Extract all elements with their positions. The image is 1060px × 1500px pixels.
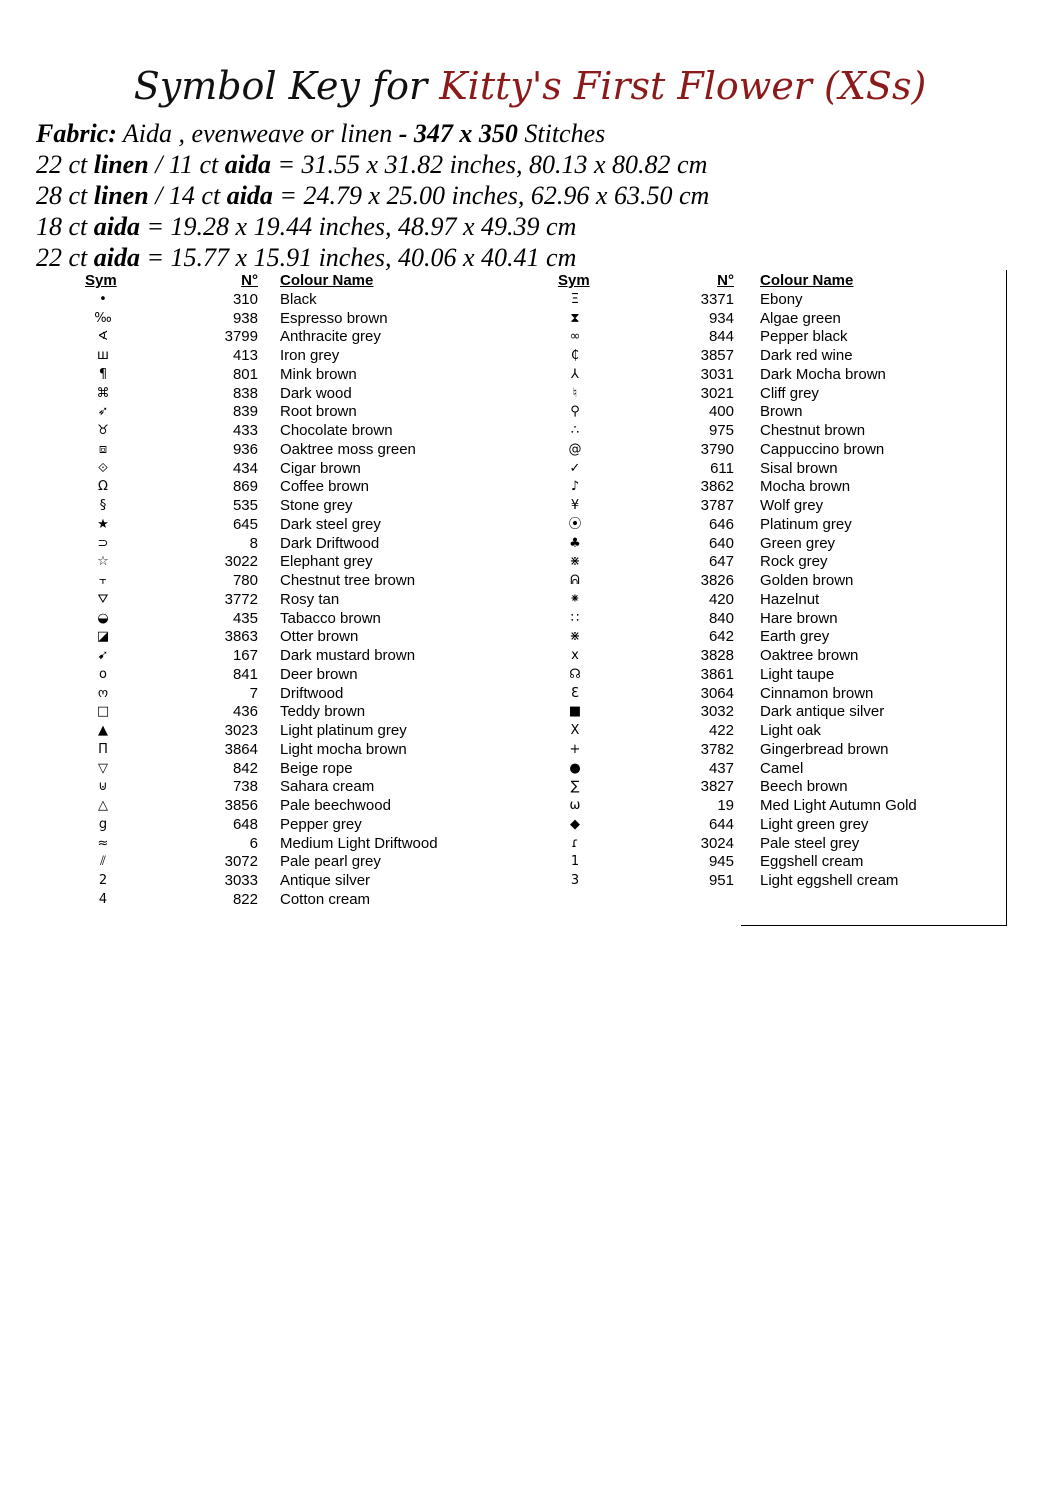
count-text: / 14 ct <box>148 181 227 210</box>
colour-name-cell: Dark wood <box>280 384 352 402</box>
number-cell: 642 <box>708 628 734 646</box>
colour-name-cell: Rosy tan <box>280 590 340 608</box>
table-row <box>0 890 1060 909</box>
number-cell: 3799 <box>224 328 258 346</box>
symbol-cell: ● <box>569 760 581 776</box>
number-cell: 3032 <box>700 703 734 721</box>
table-row <box>0 346 1060 365</box>
table-border-right <box>1006 270 1007 926</box>
symbol-cell: 1 <box>570 854 580 870</box>
table-border-bottom <box>741 925 1007 926</box>
colour-name-cell: Pepper grey <box>280 815 362 833</box>
colour-name-cell: Sisal brown <box>760 459 838 477</box>
table-row <box>0 384 1060 403</box>
colour-name-cell: Cliff grey <box>760 384 819 402</box>
colour-name-cell: Ebony <box>760 290 803 308</box>
header-sym-left: Sym <box>85 272 117 289</box>
colour-name-cell: Mink brown <box>280 365 357 383</box>
number-cell: 842 <box>232 759 258 777</box>
symbol-cell: ⫽ <box>100 854 106 870</box>
number-cell: 3826 <box>700 572 734 589</box>
table-row <box>0 852 1060 871</box>
symbol-cell: ♣ <box>569 535 581 551</box>
colour-name-cell: Dark antique silver <box>760 703 885 721</box>
colour-name-cell: Coffee brown <box>280 478 369 496</box>
number-cell: 434 <box>232 459 258 477</box>
count-text: 22 ct <box>36 243 94 272</box>
symbol-cell: ¥ <box>570 498 580 513</box>
colour-name-cell: Pale steel grey <box>760 834 860 852</box>
symbol-cell: o <box>99 666 107 682</box>
symbol-cell: ш <box>97 348 109 363</box>
table-row <box>0 440 1060 459</box>
colour-name-cell: Elephant grey <box>280 553 373 571</box>
number-cell: 3828 <box>700 647 734 664</box>
symbol-cell: ⫟ <box>99 573 107 588</box>
count-text: 28 ct <box>36 181 94 210</box>
colour-name-cell: Medium Light Driftwood <box>280 834 438 852</box>
count-text: 22 ct <box>36 150 94 179</box>
symbol-cell: + <box>569 741 581 757</box>
symbol-cell: ∞ <box>569 329 581 345</box>
colour-name-cell: Root brown <box>280 403 357 421</box>
number-cell: 611 <box>710 459 734 477</box>
number-cell: 938 <box>232 309 258 327</box>
number-cell: 3072 <box>224 853 258 871</box>
colour-name-cell: Light mocha brown <box>280 740 407 758</box>
size-line-22ct-aida <box>36 242 576 273</box>
number-cell: 934 <box>708 309 734 327</box>
size-line-22ct-linen <box>36 149 707 180</box>
symbol-cell: Ⅹ <box>570 723 580 738</box>
colour-name-cell: Tabacco brown <box>280 609 381 627</box>
fabric-label: Fabric: <box>36 119 117 148</box>
symbol-cell: ⌘ <box>96 385 110 401</box>
title-prefix: Symbol Key for <box>133 64 428 108</box>
symbol-cell: ⚲ <box>570 404 580 420</box>
number-cell: 975 <box>708 422 734 439</box>
number-cell: 3772 <box>224 590 258 608</box>
colour-name-cell: Cinnamon brown <box>760 684 874 702</box>
table-row <box>0 740 1060 759</box>
colour-name-cell: Dark steel grey <box>280 515 381 533</box>
symbol-cell: ▲ <box>98 723 108 738</box>
header-name-right: Colour Name <box>760 272 854 289</box>
symbol-cell: ⋇ <box>569 554 581 570</box>
fabric-dash: - <box>398 119 414 148</box>
symbol-cell: ∑ <box>570 779 580 795</box>
colour-name-cell: Espresso brown <box>280 309 388 327</box>
size-line-18ct-aida <box>36 211 576 242</box>
colour-name-cell: Gingerbread brown <box>760 740 889 758</box>
header-sym-right: Sym <box>558 272 590 289</box>
table-row <box>0 421 1060 440</box>
symbol-cell: ¶ <box>98 366 108 382</box>
symbol-cell: ₵ <box>570 348 580 363</box>
colour-name-cell: Wolf grey <box>760 497 824 514</box>
number-cell: 435 <box>232 609 258 627</box>
symbol-cell: ☊ <box>569 666 581 682</box>
number-cell: 3863 <box>224 628 258 646</box>
number-cell: 644 <box>708 815 734 833</box>
table-row <box>0 327 1060 346</box>
symbol-cell: ɾ <box>571 835 579 851</box>
table-row <box>0 684 1060 703</box>
symbol-cell: Π <box>98 741 108 757</box>
table-row <box>0 627 1060 646</box>
number-cell: 839 <box>232 403 258 421</box>
table-row <box>0 477 1060 496</box>
number-cell: 437 <box>708 759 734 777</box>
symbol-cell: ◪ <box>96 629 110 645</box>
symbol-cell: ▽ <box>98 760 108 776</box>
number-cell: 3371 <box>700 290 734 308</box>
colour-name-cell: Chestnut tree brown <box>280 572 416 589</box>
colour-name-cell: Teddy brown <box>280 703 366 721</box>
colour-name-cell: Light taupe <box>760 665 835 683</box>
colour-name-cell: Platinum grey <box>760 515 852 533</box>
number-cell: 3031 <box>700 365 734 383</box>
symbol-cell: 3 <box>570 873 580 888</box>
colour-name-cell: Pale beechwood <box>280 797 391 814</box>
number-cell: 945 <box>708 853 734 871</box>
number-cell: 422 <box>708 722 734 739</box>
number-cell: 3022 <box>224 553 258 571</box>
symbol-cell: Ξ <box>570 291 580 307</box>
symbol-cell: Ω <box>98 479 108 495</box>
colour-name-cell: Deer brown <box>280 665 358 683</box>
number-cell: 822 <box>232 890 258 908</box>
table-row <box>0 796 1060 815</box>
colour-name-cell: Cigar brown <box>280 459 361 477</box>
symbol-cell: ◆ <box>570 816 580 832</box>
symbol-cell: § <box>99 498 107 513</box>
number-cell: 3787 <box>700 497 734 514</box>
colour-name-cell: Pepper black <box>760 328 848 346</box>
symbol-cell: x <box>571 648 579 663</box>
table-row <box>0 552 1060 571</box>
number-cell: 310 <box>232 290 258 308</box>
number-cell: 3790 <box>700 440 734 458</box>
colour-name-cell: Light platinum grey <box>280 722 407 739</box>
symbol-cell: ◒ <box>97 610 109 626</box>
table-row <box>0 309 1060 328</box>
table-row <box>0 759 1060 778</box>
number-cell: 400 <box>708 403 734 421</box>
number-cell: 413 <box>232 347 258 364</box>
table-row <box>0 365 1060 384</box>
fabric-word: linen <box>93 181 149 210</box>
number-cell: 3856 <box>224 797 258 814</box>
symbol-cell: ♪ <box>570 479 580 495</box>
symbol-cell: 4 <box>98 891 108 907</box>
colour-name-cell: Cappuccino brown <box>760 440 885 458</box>
header-num-left: N° <box>241 272 258 289</box>
header-name-left: Colour Name <box>280 272 374 289</box>
number-cell: 801 <box>232 365 258 383</box>
number-cell: 3861 <box>700 665 734 683</box>
number-cell: 433 <box>232 422 258 439</box>
symbol-cell: ∷ <box>570 610 580 626</box>
symbol-cell: ♮ <box>572 385 578 401</box>
colour-name-cell: Beige rope <box>280 759 353 777</box>
number-cell: 3021 <box>700 384 734 402</box>
table-row <box>0 590 1060 609</box>
number-cell: 3024 <box>700 834 734 852</box>
number-cell: 3862 <box>700 478 734 496</box>
number-cell: 844 <box>708 328 734 346</box>
count-text: 18 ct <box>36 212 94 241</box>
table-row <box>0 777 1060 796</box>
table-row <box>0 402 1060 421</box>
number-cell: 535 <box>232 497 258 514</box>
symbol-cell: ⁕ <box>569 591 581 607</box>
colour-name-cell: Med Light Autumn Gold <box>760 797 917 814</box>
colour-name-cell: Iron grey <box>280 347 340 364</box>
symbol-cell: ო <box>97 685 109 701</box>
number-cell: 648 <box>232 815 258 833</box>
symbol-cell: ➹ <box>97 648 109 663</box>
colour-name-cell: Otter brown <box>280 628 359 646</box>
fabric-word: aida <box>93 212 140 241</box>
table-header-row <box>0 271 1060 290</box>
number-cell: 3782 <box>700 740 734 758</box>
table-row <box>0 871 1060 890</box>
table-row <box>0 459 1060 478</box>
table-row <box>0 702 1060 721</box>
colour-name-cell: Hazelnut <box>760 590 820 608</box>
number-cell: 3864 <box>224 740 258 758</box>
table-row <box>0 515 1060 534</box>
symbol-cell: @ <box>568 441 582 457</box>
colour-name-cell: Golden brown <box>760 572 854 589</box>
table-row <box>0 609 1060 628</box>
symbol-cell: ➶ <box>97 404 109 420</box>
symbol-cell: ♉ <box>97 423 109 438</box>
dimensions-text: = 31.55 x 31.82 inches, 80.13 x 80.82 cm <box>270 150 708 179</box>
number-cell: 647 <box>708 553 734 571</box>
colour-name-cell: Cotton cream <box>280 890 371 908</box>
colour-name-cell: Chestnut brown <box>760 422 866 439</box>
symbol-cell: • <box>99 291 107 307</box>
table-row <box>0 571 1060 590</box>
colour-name-cell: Dark red wine <box>760 347 853 364</box>
colour-name-cell: Beech brown <box>760 778 848 796</box>
pattern-name: Kitty's First Flower (XSs) <box>439 64 927 108</box>
colour-name-cell: Chocolate brown <box>280 422 393 439</box>
fabric-word: aida <box>93 243 140 272</box>
colour-name-cell: Anthracite grey <box>280 328 381 346</box>
dimensions-text: = 19.28 x 19.44 inches, 48.97 x 49.39 cm <box>140 212 577 241</box>
number-cell: 640 <box>708 534 734 552</box>
colour-name-cell: Oaktree moss green <box>280 440 416 458</box>
symbol-cell: ≈ <box>97 835 109 851</box>
number-cell: 738 <box>232 778 258 796</box>
colour-name-cell: Sahara cream <box>280 778 375 796</box>
fabric-word: aida <box>224 150 271 179</box>
number-cell: 841 <box>232 665 258 683</box>
symbol-cell: △ <box>98 798 108 813</box>
fabric-types: Aida , evenweave or linen <box>116 119 399 148</box>
dimensions-text: = 15.77 x 15.91 inches, 40.06 x 40.41 cm <box>140 243 577 272</box>
symbol-cell: Ɛ <box>571 685 579 701</box>
number-cell: 936 <box>232 440 258 458</box>
symbol-cell: ⧗ <box>570 310 580 326</box>
symbol-cell: g <box>98 816 108 832</box>
number-cell: 7 <box>249 684 258 702</box>
colour-name-cell: Light oak <box>760 722 821 739</box>
symbol-cell: ⊍ <box>98 779 108 795</box>
number-cell: 8 <box>249 534 258 552</box>
dimensions-text: = 24.79 x 25.00 inches, 62.96 x 63.50 cm <box>272 181 710 210</box>
symbol-cell: ω <box>569 798 581 813</box>
symbol-cell: ✓ <box>569 460 581 476</box>
colour-name-cell: Antique silver <box>280 872 371 889</box>
number-cell: 3064 <box>700 684 734 702</box>
number-cell: 869 <box>232 478 258 496</box>
number-cell: 6 <box>249 834 258 852</box>
colour-name-cell: Brown <box>760 403 803 421</box>
stitches-label: Stitches <box>517 119 606 148</box>
number-cell: 838 <box>232 384 258 402</box>
table-row <box>0 534 1060 553</box>
symbol-cell: 2 <box>98 873 108 888</box>
symbol-cell: ⦿ <box>568 516 582 532</box>
number-cell: 420 <box>708 590 734 608</box>
symbol-cell: □ <box>96 704 110 720</box>
colour-name-cell: Dark Driftwood <box>280 534 380 552</box>
table-row <box>0 290 1060 309</box>
colour-name-cell: Stone grey <box>280 497 353 514</box>
symbol-cell: ⋇ <box>569 629 581 645</box>
table-row <box>0 665 1060 684</box>
table-row <box>0 496 1060 515</box>
colour-name-cell: Algae green <box>760 309 841 327</box>
symbol-cell: ⊃ <box>97 535 109 551</box>
table-row <box>0 834 1060 853</box>
colour-name-cell: Eggshell cream <box>760 853 864 871</box>
number-cell: 780 <box>232 572 258 589</box>
number-cell: 19 <box>717 797 734 814</box>
colour-name-cell: Dark Mocha brown <box>760 365 886 383</box>
symbol-cell: ᕱ <box>570 573 580 588</box>
count-text: / 11 ct <box>148 150 225 179</box>
stitch-size: 347 x 350 <box>413 119 518 148</box>
symbol-cell: ⅄ <box>571 366 579 382</box>
colour-name-cell: Dark mustard brown <box>280 647 416 664</box>
number-cell: 3857 <box>700 347 734 364</box>
number-cell: 646 <box>708 515 734 533</box>
colour-name-cell: Driftwood <box>280 684 344 702</box>
colour-name-cell: Pale pearl grey <box>280 853 381 871</box>
number-cell: 167 <box>232 647 258 664</box>
symbol-cell: ∴ <box>570 423 580 438</box>
table-row <box>0 815 1060 834</box>
fabric-word: linen <box>93 150 149 179</box>
symbol-cell: ★ <box>97 516 109 532</box>
symbol-cell: ☆ <box>97 554 109 570</box>
number-cell: 3033 <box>224 872 258 889</box>
colour-name-cell: Rock grey <box>760 553 828 571</box>
size-line-28ct-linen <box>36 180 709 211</box>
number-cell: 3023 <box>224 722 258 739</box>
colour-name-cell: Black <box>280 290 317 308</box>
symbol-cell: ⧈ <box>98 441 108 457</box>
colour-name-cell: Mocha brown <box>760 478 851 496</box>
header-num-right: N° <box>717 272 734 289</box>
colour-name-cell: Light eggshell cream <box>760 872 899 889</box>
number-cell: 840 <box>708 609 734 627</box>
symbol-cell: ■ <box>568 704 582 720</box>
symbol-cell: ⛛ <box>97 591 109 607</box>
number-cell: 436 <box>232 703 258 721</box>
colour-name-cell: Oaktree brown <box>760 647 859 664</box>
number-cell: 645 <box>232 515 258 533</box>
symbol-cell: ‰ <box>94 310 112 326</box>
fabric-line <box>36 118 605 149</box>
colour-name-cell: Light green grey <box>760 815 869 833</box>
page-title <box>0 62 1060 110</box>
symbol-cell: ⟐ <box>97 460 109 476</box>
number-cell: 3827 <box>700 778 734 796</box>
table-row <box>0 721 1060 740</box>
number-cell: 951 <box>708 872 734 889</box>
colour-name-cell: Earth grey <box>760 628 830 646</box>
fabric-word: aida <box>226 181 273 210</box>
colour-name-cell: Hare brown <box>760 609 838 627</box>
table-row <box>0 646 1060 665</box>
colour-name-cell: Camel <box>760 759 804 777</box>
colour-name-cell: Green grey <box>760 534 836 552</box>
symbol-cell: ∢ <box>97 329 109 345</box>
